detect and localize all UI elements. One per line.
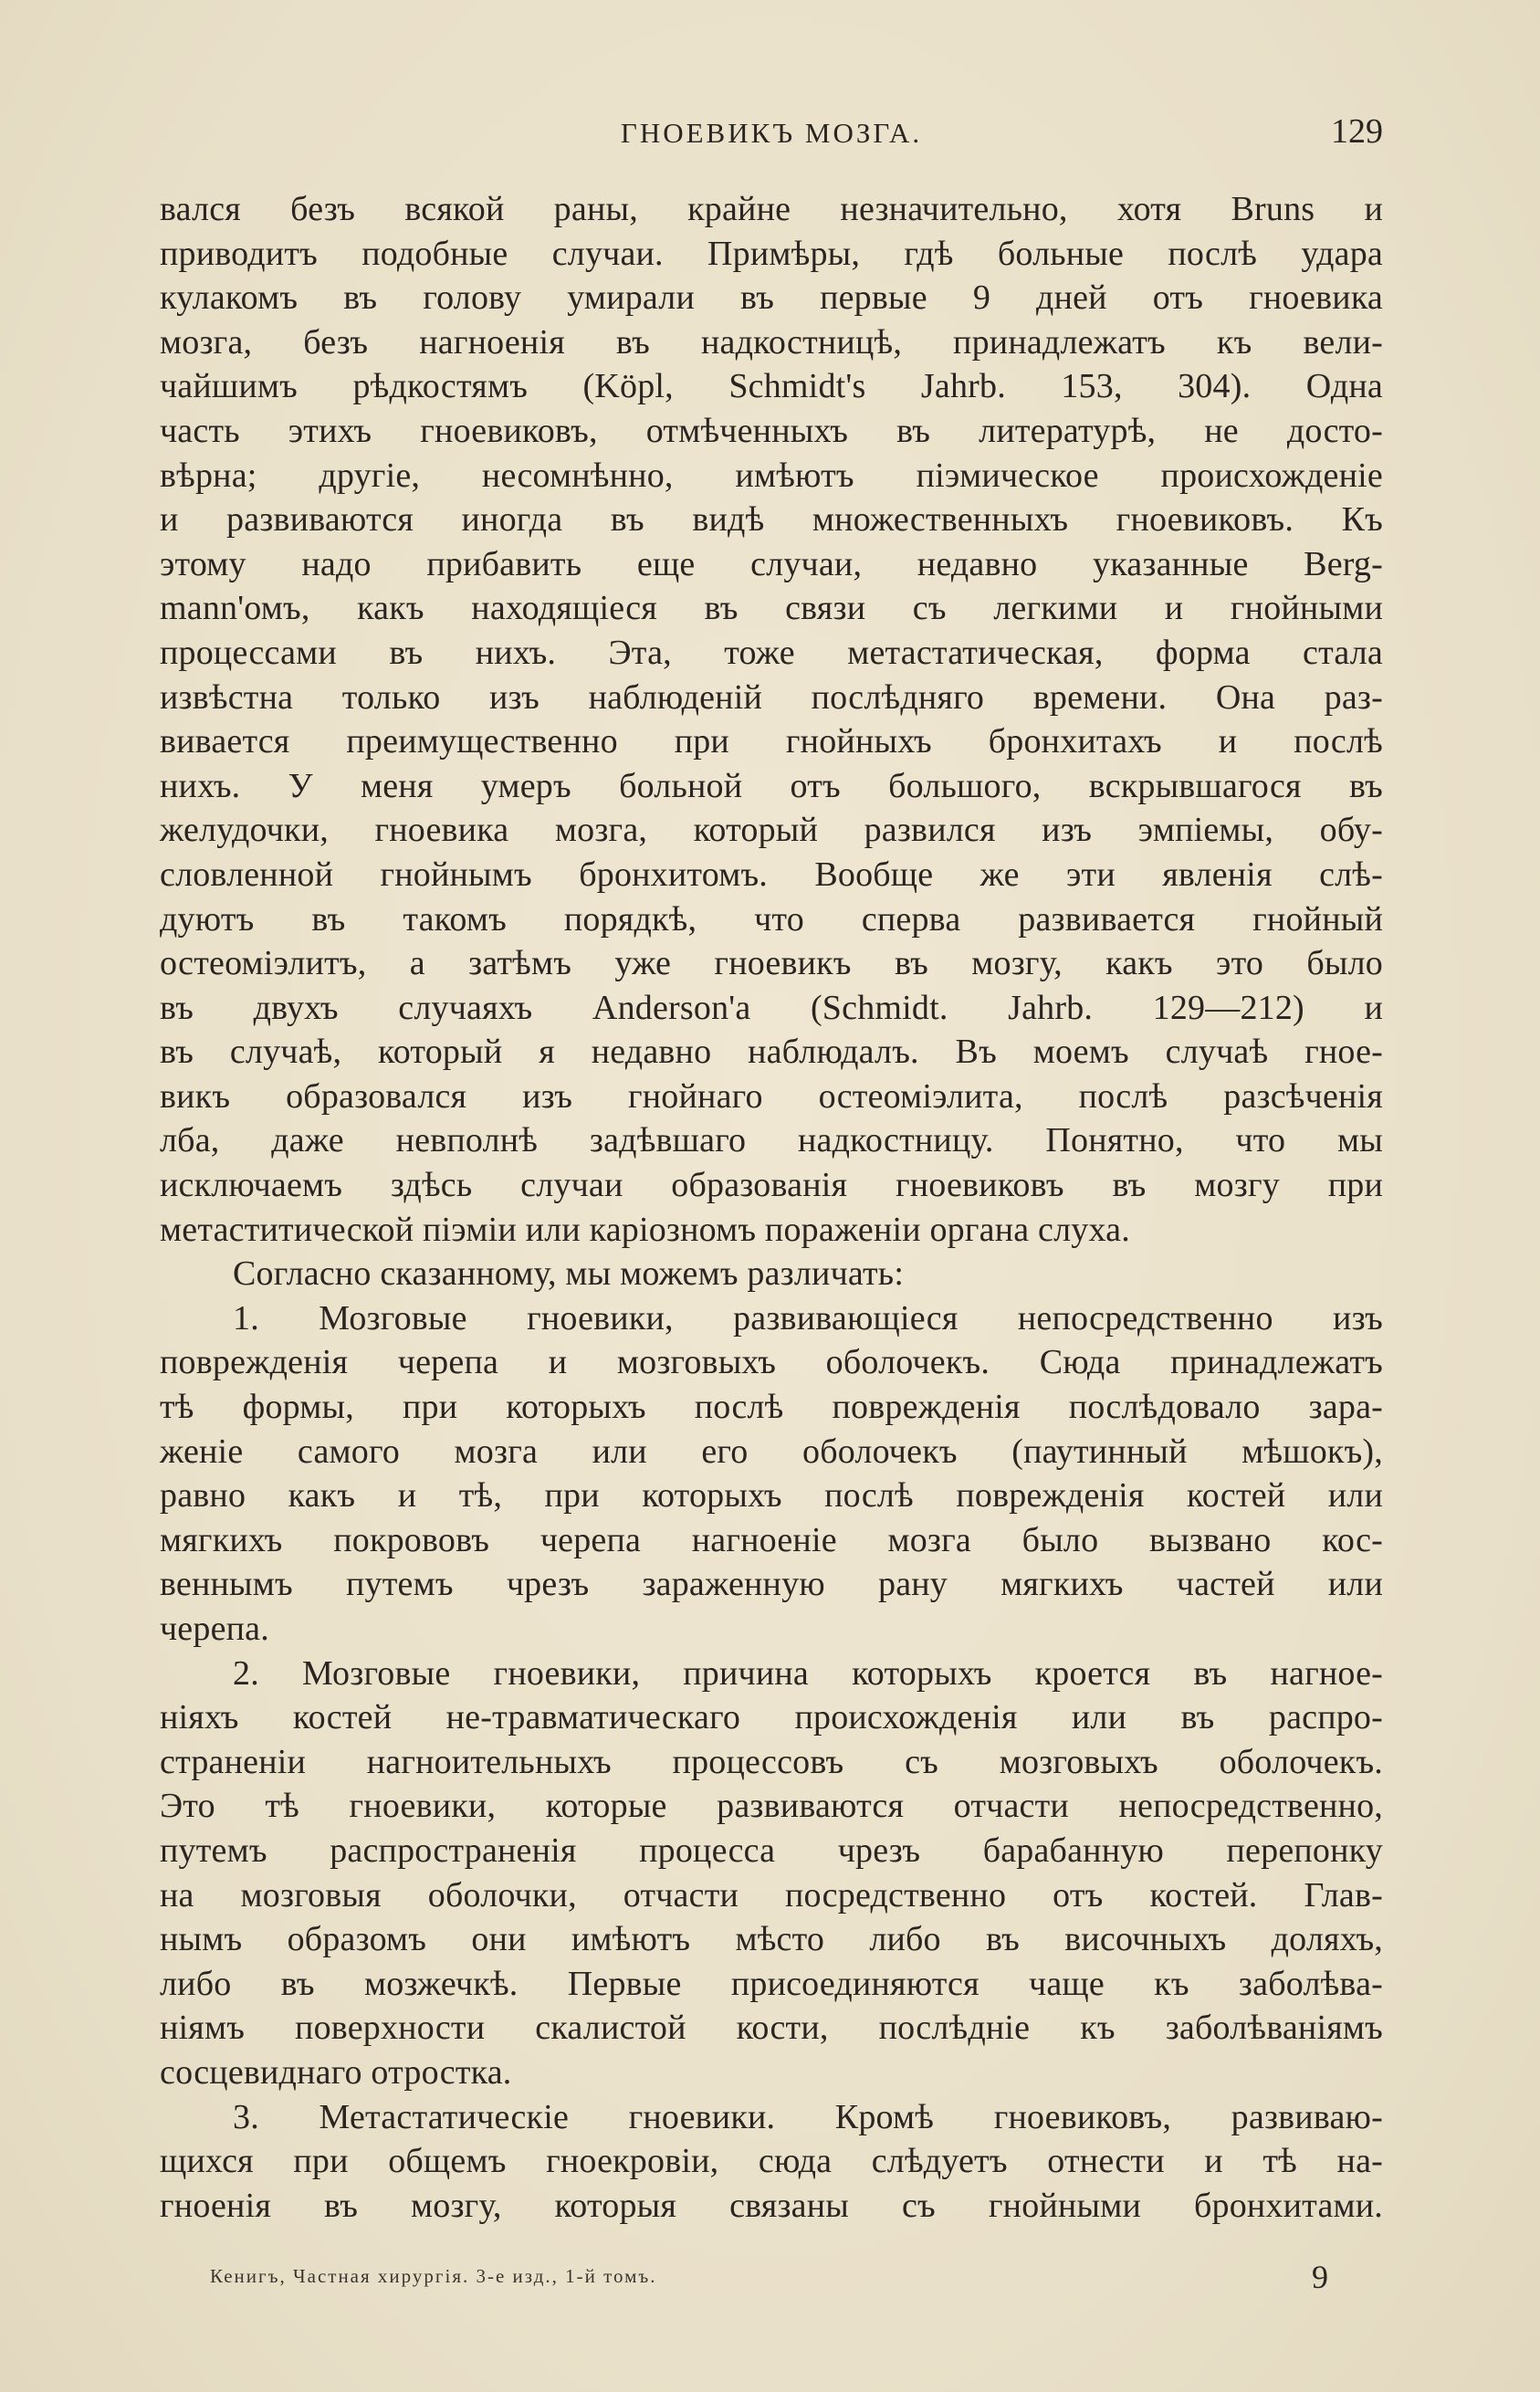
text-line: черепа. (160, 1610, 269, 1648)
text-line: приводитъ подобные случаи. Примѣры, гдѣ больные послѣ удара (160, 234, 1383, 273)
text-line: сосцевиднаго отростка. (160, 2052, 512, 2092)
body-text (160, 187, 1383, 2228)
paragraph-intro (160, 1252, 1383, 1296)
text-line: остеоміэлитъ, а затѣмъ уже гноевикъ въ мозгу, какъ это было (160, 944, 1383, 983)
text-line: вѣрна; другіе, несомнѣнно, имѣютъ піэмическое происхожденіе (160, 456, 1383, 495)
text-line: лба, даже невполнѣ задѣвшаго надкостницу. Понятно, что мы (160, 1121, 1383, 1160)
running-title: ГНОЕВИКЪ МОЗГА. (620, 117, 923, 149)
text-line: викъ образовался изъ гнойнаго остеоміэлита, послѣ разсѣченія (160, 1076, 1383, 1116)
text-line: и развиваются иногда въ видѣ множественныхъ гноевиковъ. Къ (160, 500, 1383, 540)
text-line: поврежденія черепа и мозговыхъ оболочекъ. Сюда принадлежатъ (160, 1343, 1383, 1382)
text-line: равно какъ и тѣ, при которыхъ послѣ поврежденія костей или (160, 1476, 1383, 1516)
text-line: вивается преимущественно при гнойныхъ бронхитахъ и послѣ (160, 722, 1383, 761)
paragraph-item-3 (160, 2095, 1383, 2229)
text-line: нихъ. У меня умеръ больной отъ большого, вскрывшагося въ (160, 766, 1383, 805)
text-line: процессами въ нихъ. Эта, тоже метастатическая, форма стала (160, 633, 1383, 672)
text-line: ніяхъ костей не-травматическаго происхожденія или въ распро- (160, 1698, 1383, 1737)
text-line: страненіи нагноительныхъ процессовъ съ мозговыхъ оболочекъ. (160, 1742, 1383, 1781)
text-line: путемъ распространенія процесса чрезъ барабанную перепонку (160, 1831, 1383, 1870)
text-line: mann'омъ, какъ находящіеся въ связи съ легкими и гнойными (160, 589, 1383, 628)
text-line: 2. Мозговые гноевики, причина которыхъ кроется въ нагное- (233, 1653, 1383, 1693)
signature-mark: 9 (1312, 2259, 1328, 2295)
text-line: въ случаѣ, который я недавно наблюдалъ. Въ моемъ случаѣ гное- (160, 1033, 1383, 1072)
text-line: женіе самого мозга или его оболочекъ (паутинный мѣшокъ), (160, 1432, 1383, 1471)
text-line: словленной гнойнымъ бронхитомъ. Вообще же эти явленія слѣ- (160, 855, 1383, 894)
text-line: исключаемъ здѣсь случаи образованія гноевиковъ въ мозгу при (160, 1166, 1383, 1205)
text-line: тѣ формы, при которыхъ послѣ поврежденія послѣдовало зара- (160, 1388, 1383, 1427)
text-line: мозга, безъ нагноенія въ надкостницѣ, принадлежатъ къ вели- (160, 322, 1383, 362)
paragraph-continuation (160, 187, 1383, 1252)
text-line: гноенія въ мозгу, которыя связаны съ гнойными бронхитами. (160, 2186, 1383, 2225)
text-line: нымъ образомъ они имѣютъ мѣсто либо въ височныхъ доляхъ, (160, 1920, 1383, 1959)
page-footer (160, 2258, 1383, 2294)
page-number: 129 (1331, 112, 1383, 151)
footer-imprint: Кенигъ, Частная хирургія. 3-е изд., 1-й томъ. (210, 2265, 657, 2287)
text-line: этому надо прибавить еще случаи, недавно указанные Berg- (160, 544, 1383, 583)
text-line: на мозговыя оболочки, отчасти посредственно отъ костей. Глав- (160, 1875, 1383, 1915)
text-line: чайшимъ рѣдкостямъ (Köpl, Schmidt's Jahrb. 153, 304). Одна (160, 367, 1383, 406)
text-line: 1. Мозговые гноевики, развивающіеся непосредственно изъ (233, 1298, 1383, 1338)
text-line: веннымъ путемъ чрезъ зараженную рану мягкихъ частей или (160, 1565, 1383, 1604)
text-line: дуютъ въ такомъ порядкѣ, что сперва развивается гнойный (160, 899, 1383, 939)
text-line: кулакомъ въ голову умирали въ первые 9 дней отъ гноевика (160, 278, 1383, 318)
text-line: 3. Метастатическіе гноевики. Кромѣ гноевиковъ, развиваю- (233, 2097, 1383, 2136)
text-line: ніямъ поверхности скалистой кости, послѣдніе къ заболѣваніямъ (160, 2009, 1383, 2048)
page-header (160, 111, 1383, 157)
text-line: щихся при общемъ гноекровіи, сюда слѣдуетъ отнести и тѣ на- (160, 2142, 1383, 2181)
text-line: въ двухъ случаяхъ Anderson'а (Schmidt. Jahrb. 129—212) и (160, 988, 1383, 1027)
text-line: мягкихъ покрововъ черепа нагноеніе мозга было вызвано кос- (160, 1520, 1383, 1559)
text-line: либо въ мозжечкѣ. Первые присоединяются чаще къ заболѣва- (160, 1964, 1383, 2003)
text-line: Согласно сказанному, мы можемъ различать: (233, 1254, 905, 1294)
text-line: извѣстна только изъ наблюденій послѣдняго времени. Она раз- (160, 677, 1383, 717)
paragraph-item-1 (160, 1296, 1383, 1652)
text-line: желудочки, гноевика мозга, который развился изъ эмпіемы, обу- (160, 811, 1383, 850)
paragraph-item-2 (160, 1652, 1383, 2095)
text-line: Это тѣ гноевики, которые развиваются отчасти непосредственно, (160, 1787, 1383, 1826)
text-line: часть этихъ гноевиковъ, отмѣченныхъ въ литературѣ, не досто- (160, 411, 1383, 450)
text-line: метаститической піэміи или каріозномъ пораженіи органа слуха. (160, 1210, 1130, 1249)
text-line: вался безъ всякой раны, крайне незначительно, хотя Bruns и (160, 190, 1383, 228)
